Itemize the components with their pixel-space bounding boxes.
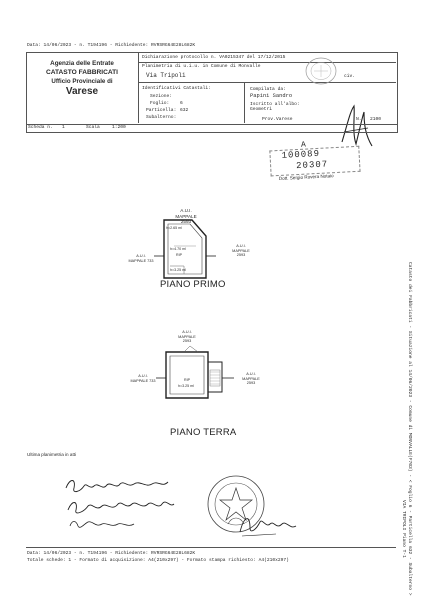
province-name: Varese [65,86,99,97]
foglio-label: Foglio: [150,101,170,106]
scheda-label: Scheda n. [28,125,53,130]
lower-mappale-top: A.U.I. MAPPALE 2593 [178,330,196,344]
identificativi-label: Identificativi Catastali: [142,86,211,91]
compilata-label: Compilata da: [250,87,286,92]
upper-room-tag: RIP [176,253,182,257]
upper-mappale-left: A.U.I. MAPPALE 733 [128,254,154,263]
header-divider-2 [244,82,245,123]
footer-rule [26,547,396,548]
iscritto-value: Geometri [250,107,273,112]
civ-label: civ. [344,74,356,79]
print-info-footer: Data: 14/06/2023 - n. T194196 - Richiedente: RVRSRG64E28L682K [27,551,196,556]
upper-mappale-right: A.U.I. MAPPALE 2593 [232,244,250,258]
scheda-value: 1 [62,125,65,130]
lower-mappale-left: A.U.I. MAPPALE 733 [130,374,156,383]
upper-dim-top: h=2.65 ml [166,226,182,230]
particella-label: Particella: [146,108,177,113]
lower-floor-plan [150,344,238,406]
upper-plan-label: PIANO PRIMO [160,279,226,290]
lower-plan-label: PIANO TERRA [170,427,237,438]
header-rule-2 [138,82,396,83]
ultima-planimetria: Ultima planimetria in atti [27,452,77,457]
prov-value: Varese [276,117,293,122]
n-label: N. [356,117,362,122]
lower-mappale-right: A.U.I. MAPPALE 2593 [242,372,260,386]
iscritto-label: Iscritto all'albo: [250,102,300,107]
prov-label: Prov. [262,117,276,122]
side-text-line2: VIA TRIPOLI Piano T-1 [401,500,406,558]
catasto-fabbricati: CATASTO FABBRICATI [45,69,119,76]
stamp-notary: Dott. Sergio Rovera Notaio [278,173,334,182]
foglio-value: 6 [180,101,183,106]
agency-name: Agenzia delle Entrate [50,60,114,67]
scala-label: Scala [86,125,100,130]
stamp-letter: A [300,140,307,150]
address-text: Via Tripoli [146,72,186,79]
particella-value: 632 [180,108,189,113]
stamp-raccolta: 20307 [295,159,329,172]
ufficio-provinciale: Ufficio Provinciale di [51,78,113,85]
planimetria-text: Planimetria di u.i.u. in Comune di Monvalle [142,64,261,69]
upper-dim-mid: h=4.70 ml [170,247,186,251]
official-stamp-icon [304,56,338,86]
notary-signature-bottom-icon [236,508,300,542]
side-text-line1: Catasto dei Fabbricati - Situazione al 14/06/2023 - Comune di MONVALLE(F703) - < Foglio 6 - Particella 632 - Subalterno > [407,262,412,596]
print-info-header: Data: 14/06/2023 - n. T194196 - Richiedente: RVRSRG64E28L682K [27,43,196,48]
notary-stamp [261,137,373,187]
compilata-value: Papini Sandro [250,93,293,99]
scheda-row [26,124,398,133]
scala-value: 1:200 [112,125,126,130]
lower-dim: h=3.25 ml [178,384,194,388]
subalterno-label: Subalterno: [146,115,177,120]
handwritten-signatures-icon [62,474,182,536]
agency-block [27,60,137,97]
upper-dim-low: h=3.25 ml [170,268,186,272]
n-value: 2100 [370,117,382,122]
upper-mappale-top: A.U.I. MAPPALE 2593 [175,208,197,224]
header-rule-1 [138,62,396,63]
scheda-info-footer: Totale schede: 1 - Formato di acquisizione: A4(210x297) - Formato stampa richiesto: A4(210x297) [27,558,289,563]
sezione-label: Sezione: [150,94,173,99]
lower-room-tag: RIP [184,378,190,382]
dichiarazione-text: Dichiarazione protocollo n. VA0215347 del 17/12/2015 [142,55,286,60]
stamp-box [269,146,360,177]
stamp-repertorio: 100089 [281,148,321,161]
